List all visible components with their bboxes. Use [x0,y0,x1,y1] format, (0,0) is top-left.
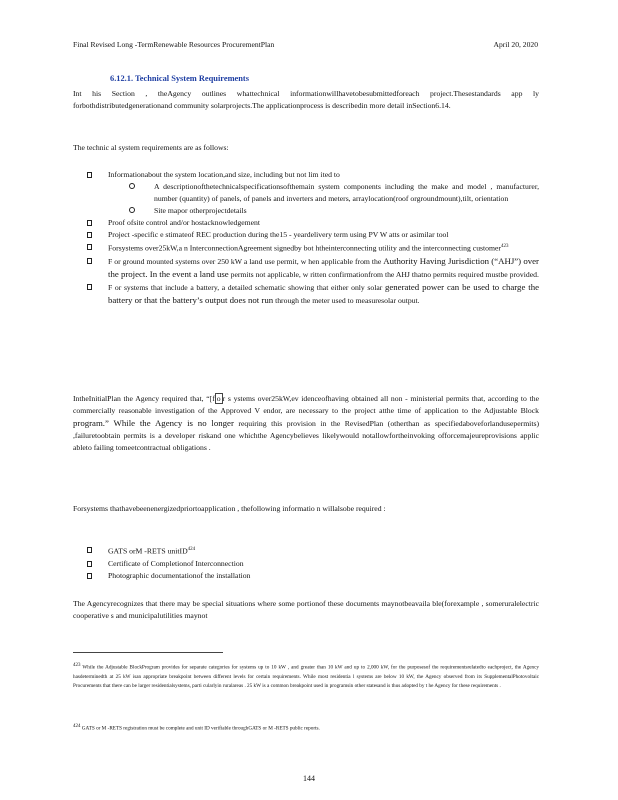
bracket-ref: o [216,394,221,403]
list-item: Project -specific e stimateof REC production during the15 - yeardelivery term using PV W atts or asimilar tool [87,229,539,241]
bullet-icon [87,232,92,238]
requirements-lead: The technic al system requirements are as follows: [73,143,229,152]
section-heading: 6.12.1. Technical System Requirements [110,74,249,83]
paragraph-agency-recognizes: The Agencyrecognizes that there may be special situations where some portionof these documents maynotbeavaila ble(forexample , someruralelectric cooperative s and municipalutilities maynot [73,599,539,620]
circle-bullet-icon [129,183,135,189]
list-item: Forsystems over25kW,a n InterconnectionAgreement signedby bot htheinterconnecting utility and the interconnecting customer$^{423}$ [87,241,539,255]
paragraph-energized-systems: Forsystems thathavebeenenergizedpriortoapplication , thefollowing informatio n willalsobe required : [73,504,386,513]
list-item: GATS orM -RETS unitID$^{424}$ [87,544,539,558]
list-item: Informationabout the system location,and size, including but not lim ited to [87,169,539,181]
additional-requirements-list [87,544,539,582]
requirements-list [87,169,539,307]
list-item: F or systems that include a battery, a detailed schematic showing that either only solar generated power can be used to charge the battery or that the battery’s output does not run through the meter used to measuresolar output. [87,281,539,307]
paragraph-initial-plan: IntheInitialPlan the Agency required that, “[f o r s ystems over25kW,ev idenceofhaving obtained all non - ministerial permits that, according to the commercially reasonable investigation of the Approved V endor, are necessary to the project atthe time of application to the Adjustable Block program.” While the Agency is no longer requiring this provision in the RevisedPlan (otherthan as specifiedaboveforlandusepermits) ,failuretoobtain permits is a developer riskand one whichthe Agencybelieves likelywould notallowfortheinvoking offorcemajeureprovisions applic ableto failing tomeetcontractual obligations . [73,394,540,452]
running-header-date: April 20, 2020 [493,40,538,49]
list-item: Proof ofsite control and/or hostacknowledgement [87,217,539,229]
bullet-icon [87,561,92,567]
section-intro: Int his Section , theAgency outlines whattechnical informationwillhavetobesubmittedforeach project.Thesestandards app ly forbothdistributedgenerationand community solarprojects.The applicationprocess is describedin more detail inSection6.14. [73,89,539,110]
footnote-ref: 424 [187,547,196,552]
bullet-icon [87,244,92,250]
bullet-icon [87,258,92,264]
page-number: 144 [303,774,315,783]
bullet-icon [87,547,92,553]
footnote-number: 424 [73,724,81,729]
footnote-ref: 423 [500,244,509,249]
footnote: 424 GATS or M -RETS registration must be complete and unit ID verifiable throughGATS or M -RETS public reports. [73,724,320,732]
sub-list-item: A descriptionofthetechnicalspecificationsofthemain system components including the make and model , manufacturer, number (quantity) of panels, of panels and inverters and meters, arraylocation(roof orgroundmount),tilt, orientation [87,181,539,205]
sub-list-item: Site mapor otherprojectdetails [87,205,539,217]
footnote-divider [73,652,223,653]
footnote-number: 423 [73,663,81,668]
bullet-icon [87,220,92,226]
list-item: Certificate of Completionof Interconnection [87,558,539,570]
bullet-icon [87,284,92,290]
running-header-title: Final Revised Long -TermRenewable Resources ProcurementPlan [73,40,275,49]
bullet-icon [87,573,92,579]
list-item: F or ground mounted systems over 250 kW a land use permit, w hen applicable from the Authority Having Jurisdiction (“AHJ”) over the project. In the event a land use permits not applicable, w ritten confirmationfrom the AHJ thatno permits required mustbe provided. [87,255,539,281]
circle-bullet-icon [129,207,135,213]
footnote: 423 While the Adjustable BlockProgram provides for separate categories for systems up to 10 kW , and greater than 10 kW and up to 2,000 kW, for the purposesof the requirementsrelatedto eachproject, the Agency hasdeterminedth at 25 kW isan appropriate breakpoint between different levels for certain requirements. While most residentia l systems are below 10 kW, the Agency observed from its SupplementalPhotovoltaic Procurements that there can be larger residentialsystems, parti cularlyin ruralareas . 25 kW is a common breakpoint used in programsin other statesand is thus adopted by t he Agency for these requirements . [73,663,539,689]
list-item: Photographic documentationof the installation [87,570,539,582]
bullet-icon [87,172,92,178]
